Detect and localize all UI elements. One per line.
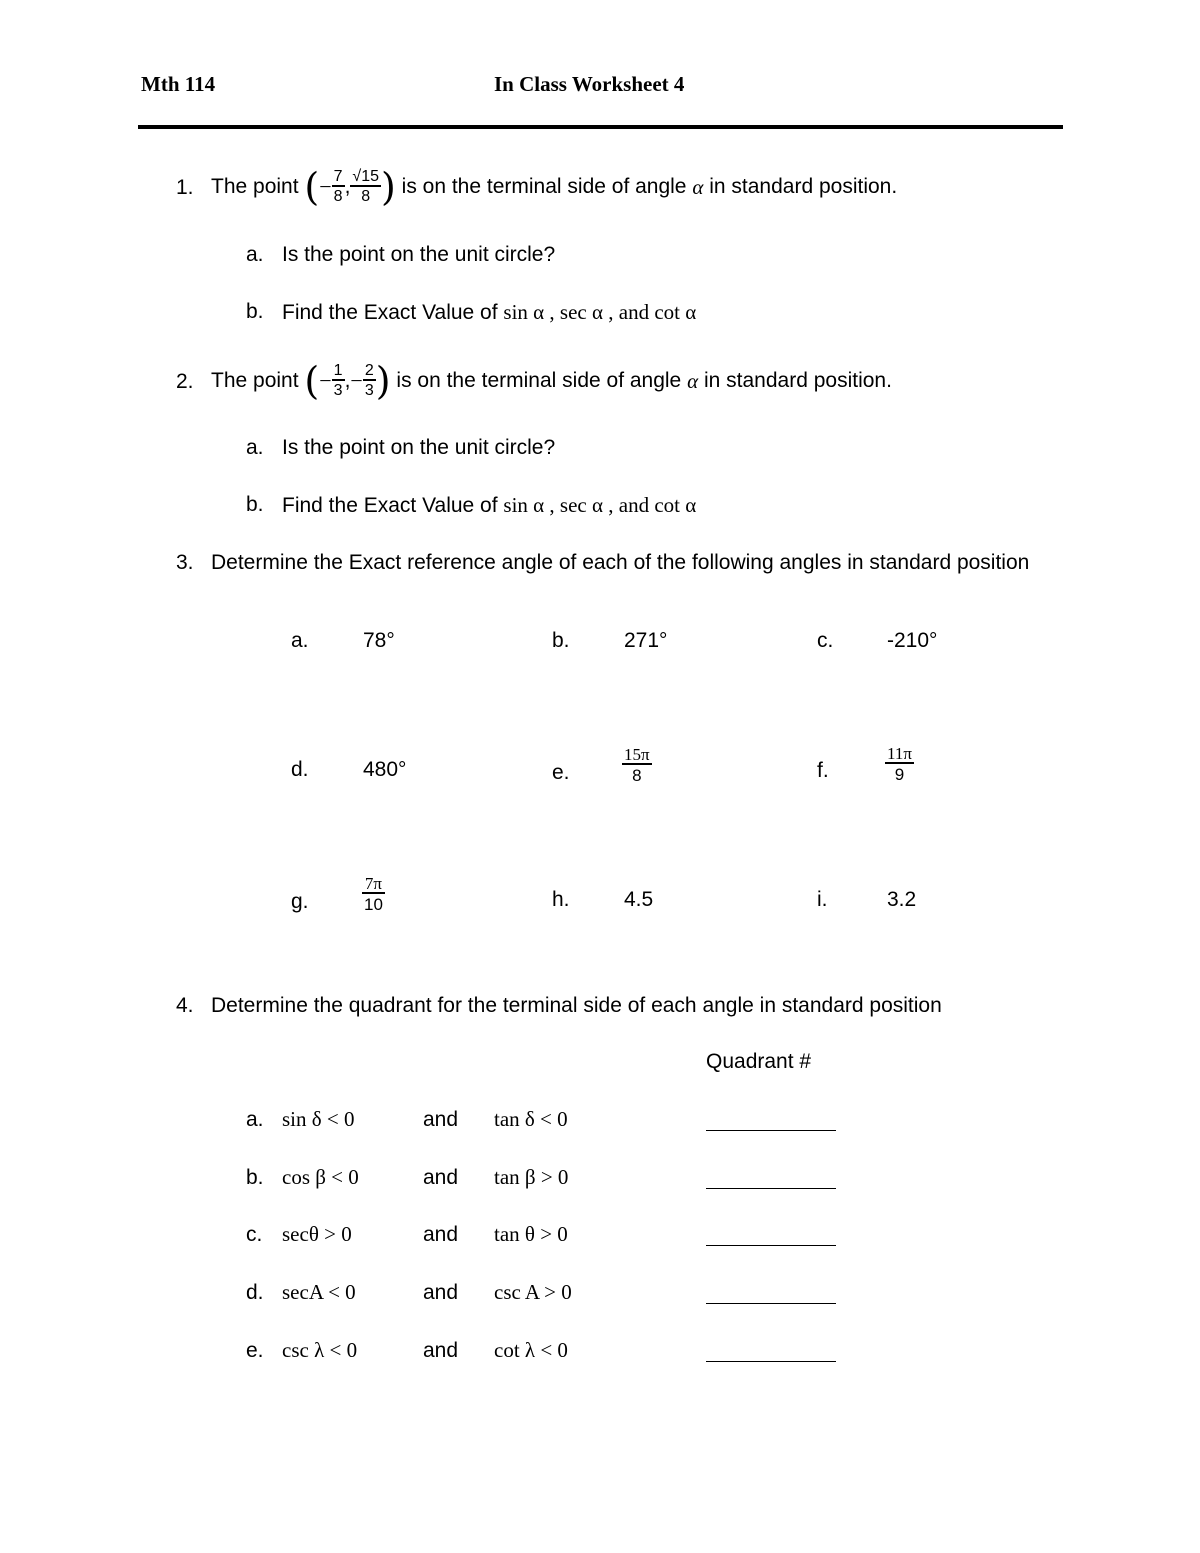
quadrant-answer-blank[interactable] — [706, 1285, 836, 1309]
q4-row-right: tan β > 0 — [494, 1165, 569, 1189]
q2a-text: Is the point on the unit circle? — [282, 436, 556, 459]
q2-suffix-post: in standard position. — [703, 369, 892, 392]
q4-row-label: b. — [246, 1166, 264, 1189]
q1-y-num: √15 — [352, 168, 379, 185]
q4-row-label: c. — [246, 1223, 263, 1246]
left-paren: ( — [304, 359, 320, 403]
q4-row-left: secθ > 0 — [282, 1222, 352, 1246]
q1-suffix-post: in standard position. — [709, 175, 898, 198]
q1b-lead: Find the Exact Value of — [282, 301, 498, 324]
q2-prefix: The point — [211, 369, 299, 392]
q4-row-right: tan θ > 0 — [494, 1222, 568, 1246]
q3-frac-den: 9 — [885, 762, 914, 783]
q4-row-right: csc A > 0 — [494, 1280, 572, 1304]
q3-frac-num: 15π — [624, 745, 650, 764]
q2-number: 2. — [176, 370, 194, 393]
quadrant-answer-blank[interactable] — [706, 1343, 836, 1367]
header-rule — [138, 125, 1063, 129]
q3-item-label: c. — [817, 629, 834, 652]
q3-item-label: f. — [817, 759, 829, 782]
q4-row-and: and — [423, 1223, 459, 1246]
q1b-math: sin α , sec α , and cot α — [503, 300, 697, 324]
q1-suffix-pre: is on the terminal side of angle — [401, 175, 687, 198]
q1a-text: Is the point on the unit circle? — [282, 243, 556, 266]
q3-item-label: i. — [817, 888, 828, 911]
q4-row-right: cot λ < 0 — [494, 1338, 568, 1362]
q4-row-and: and — [423, 1281, 459, 1304]
q4-row-label: d. — [246, 1281, 264, 1304]
q3-item-value: 480° — [363, 758, 407, 781]
q3-item-label: h. — [552, 888, 570, 911]
q1-x-fraction — [332, 169, 345, 205]
q3-item-label: b. — [552, 629, 570, 652]
q3-item-fraction — [885, 745, 914, 783]
q1b-text — [282, 300, 696, 325]
right-paren: ) — [375, 359, 391, 403]
q3-number: 3. — [176, 551, 194, 574]
q1-x-den: 8 — [332, 185, 345, 205]
q2b-label: b. — [246, 493, 264, 516]
right-paren: ) — [380, 165, 396, 209]
q1-statement: The point ( − $\frac{7}{8}$ , $\frac{√15}{8}$ ) is on the terminal side of angle α in standard position. — [211, 165, 898, 209]
q2-x-num: 1 — [333, 362, 343, 379]
q4-row-and: and — [423, 1339, 459, 1362]
quadrant-answer-blank[interactable] — [706, 1112, 836, 1136]
q2b-math: sin α , sec α , and cot α — [503, 493, 697, 517]
q4-text: Determine the quadrant for the terminal side of each angle in standard position — [211, 994, 942, 1017]
q2-x-den: 3 — [332, 379, 345, 399]
q2-statement: The point ( − $\frac{1}{3}$ , − $\frac{2}{3}$ ) is on the terminal side of angle α in standard position. — [211, 359, 892, 403]
q4-row-and: and — [423, 1108, 459, 1131]
q4-number: 4. — [176, 994, 194, 1017]
q2-x-sign: − — [319, 368, 332, 393]
q1a-label: a. — [246, 243, 264, 266]
left-paren: ( — [304, 165, 320, 209]
q4-row-and: and — [423, 1166, 459, 1189]
q3-item-label: d. — [291, 758, 309, 781]
q4-row-left: csc λ < 0 — [282, 1338, 358, 1362]
q1-angle: α — [692, 174, 704, 199]
q1-x-num: 7 — [333, 168, 343, 185]
q3-frac-den: 8 — [622, 763, 652, 784]
quadrant-answer-blank[interactable] — [706, 1227, 836, 1251]
q2a-label: a. — [246, 436, 264, 459]
q4-row-left: sin δ < 0 — [282, 1107, 355, 1131]
q3-item-value: 3.2 — [887, 888, 917, 911]
q3-item-fraction — [362, 875, 385, 913]
q1-y-den: 8 — [350, 185, 381, 205]
q1b-label: b. — [246, 300, 264, 323]
q4-row-left: secA < 0 — [282, 1280, 356, 1304]
q2-suffix-pre: is on the terminal side of angle — [396, 369, 682, 392]
q3-text: Determine the Exact reference angle of each of the following angles in standard position — [211, 551, 1030, 574]
q1-x-sign: − — [319, 174, 332, 199]
q3-frac-num: 7π — [364, 874, 382, 893]
q3-frac-num: 11π — [887, 744, 912, 763]
q1-prefix: The point — [211, 175, 299, 198]
q3-item-label: g. — [291, 890, 309, 913]
q2-y-num: 2 — [364, 362, 374, 379]
quadrant-answer-blank[interactable] — [706, 1170, 836, 1194]
q3-item-fraction — [622, 746, 652, 784]
q3-item-label: e. — [552, 761, 570, 784]
q2-y-sign: − — [350, 368, 363, 393]
q2-x-fraction — [332, 363, 345, 399]
q1-y-fraction — [350, 169, 381, 205]
q3-item-value: 78° — [363, 629, 395, 652]
q2-y-fraction — [363, 363, 376, 399]
q3-item-label: a. — [291, 629, 309, 652]
q3-item-value: -210° — [887, 629, 938, 652]
q4-row-left: cos β < 0 — [282, 1165, 359, 1189]
worksheet-title: In Class Worksheet 4 — [494, 72, 685, 96]
q3-item-value: 4.5 — [624, 888, 654, 911]
q1-number: 1. — [176, 176, 194, 199]
q4-row-right: tan δ < 0 — [494, 1107, 568, 1131]
quadrant-column-header: Quadrant # — [706, 1050, 812, 1073]
q2b-text — [282, 493, 696, 518]
q3-item-value: 271° — [624, 629, 668, 652]
q4-row-label: a. — [246, 1108, 264, 1131]
q2-y-den: 3 — [363, 379, 376, 399]
q3-frac-den: 10 — [362, 892, 385, 913]
q2-angle: α — [687, 368, 699, 393]
course-code: Mth 114 — [141, 72, 216, 96]
q2b-lead: Find the Exact Value of — [282, 494, 498, 517]
q4-row-label: e. — [246, 1339, 264, 1362]
